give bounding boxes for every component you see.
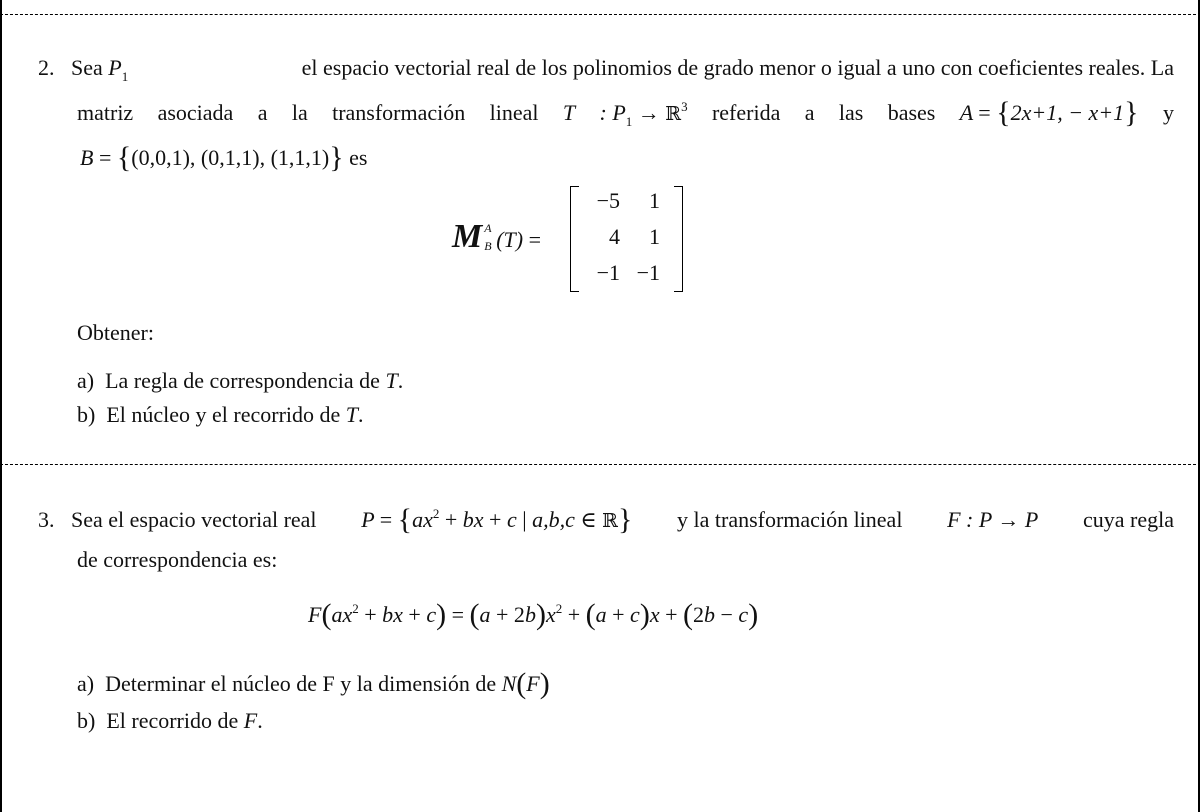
top-divider xyxy=(0,14,1196,15)
math-set-P: $P = \{ax^2$ + bx + c | a,b,c ∈ ℝ} xyxy=(361,503,633,536)
matrix-left-bracket xyxy=(570,186,579,292)
rule-of-F: $F(ax^2$ + bx + $c) = (a + 2b)x^2 + (a + c)x + (2b - c)$ xyxy=(308,598,759,631)
problem-3-line-2: de correspondencia es: xyxy=(77,547,278,572)
matrix-cell: −1 xyxy=(636,260,660,285)
problem-2-line-2: matriz asociada a la transformación lineal T : $P_1$ → ℝ$^3$ referida a las bases A = {2x+1, − x+1} y xyxy=(77,96,1174,129)
problem-3-line-1: 3. Sea el espacio vectorial real $P = \{ax^2$ + bx + c | a,b,c ∈ ℝ} y la transformación lineal F : P → P cuya regla xyxy=(38,503,1174,536)
problem-2-item-a: a) La regla de correspondencia de T. xyxy=(77,368,404,393)
obtener-label: Obtener: xyxy=(77,320,154,345)
matrix-cell: 4 xyxy=(609,224,620,249)
matrix-cell: −1 xyxy=(596,260,620,285)
math-basis-B: B = {(0,0,1), (0,1,1), (1,1,1)} xyxy=(80,141,344,174)
math-T-map: T xyxy=(562,100,576,125)
matrix-right-bracket xyxy=(674,186,683,292)
math-F-map: F : P → P xyxy=(947,507,1039,532)
matrix-cell: 1 xyxy=(649,224,660,249)
problem-3-item-b: b) El recorrido de F. xyxy=(77,708,263,733)
middle-divider xyxy=(0,464,1196,465)
math-P1: $P_1$ xyxy=(108,55,129,84)
matrix-cell: −5 xyxy=(596,188,620,213)
problem-2-number: 2. xyxy=(38,55,55,80)
problem-2-item-b: b) El núcleo y el recorrido de T. xyxy=(77,402,364,427)
matrix-cell: 1 xyxy=(649,188,660,213)
math-basis-A: A = {2x+1, − x+1} xyxy=(959,96,1139,129)
problem-2-line-3: B = {(0,0,1), (0,1,1), (1,1,1)} es xyxy=(80,141,368,174)
problem-3-item-a: a) Determinar el núcleo de F y la dimensión de N(F) xyxy=(77,667,550,700)
problem-3-number: 3. xyxy=(38,507,55,532)
problem-2-line-1: 2. Sea $P_1$ el espacio vectorial real de los polinomios de grado menor o igual a uno con coeficientes reales. La xyxy=(38,55,1174,84)
